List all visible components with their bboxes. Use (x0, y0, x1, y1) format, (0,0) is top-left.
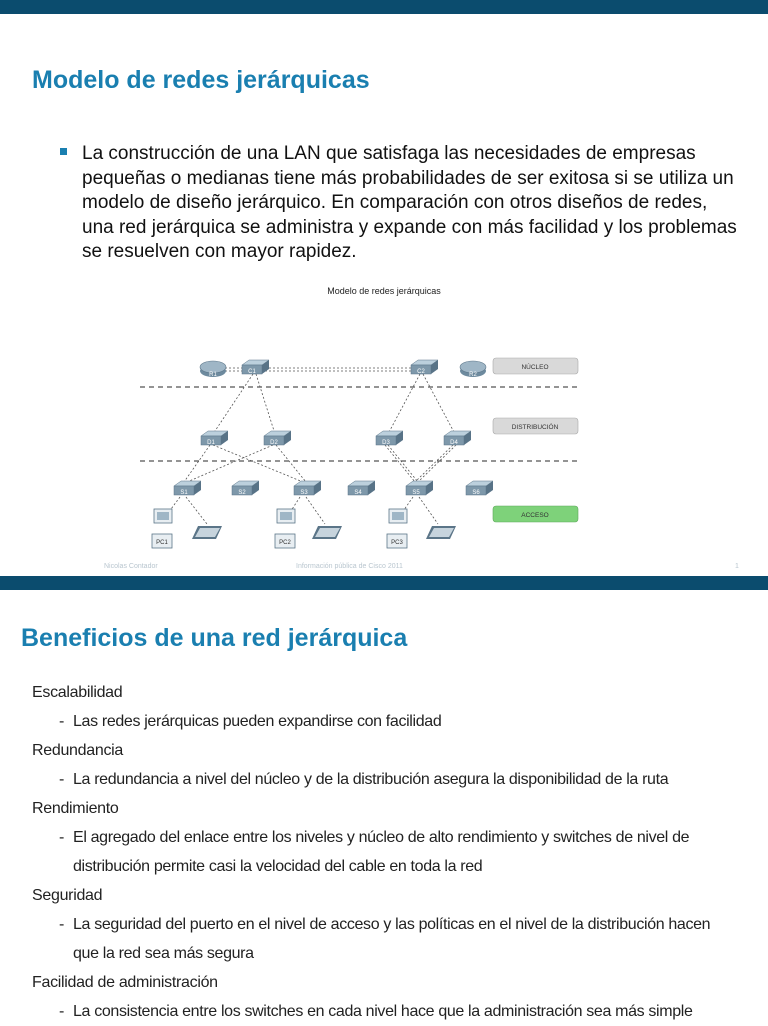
benefit-detail: - La consistencia entre los switches en cada nivel hace que la administración sea más simple (59, 1003, 693, 1020)
access-switch-s1 (174, 481, 201, 496)
pc-2-icon (275, 509, 295, 548)
router-label: R2 (469, 372, 477, 378)
layer-label-core (493, 358, 578, 374)
figure-caption: Modelo de redes jerárquicas (327, 286, 441, 296)
switch-label: D1 (207, 440, 215, 446)
footer-page-number: 1 (735, 563, 739, 570)
pc-3-icon (387, 509, 407, 548)
switch-label: D2 (270, 440, 278, 446)
distribution-switch-d1 (201, 431, 228, 446)
footer-author: Nicolas Contador (104, 563, 158, 570)
router-label: R1 (209, 372, 217, 378)
printer-icon (426, 526, 456, 539)
pc-label: PC3 (391, 540, 403, 546)
switch-label: S1 (180, 490, 188, 496)
distribution-switch-d4 (444, 431, 471, 446)
benefit-detail: - El agregado del enlace entre los niveles y núcleo de alto rendimiento y switches de nivel de (59, 829, 690, 846)
benefit-detail: - Las redes jerárquicas pueden expandirse con facilidad (59, 713, 442, 730)
access-switch-s4 (348, 481, 375, 496)
benefit-detail: - La seguridad del puerto en el nivel de acceso y las políticas en el nivel de la distribución hacen (59, 916, 711, 933)
benefit-heading: Facilidad de administración (32, 974, 218, 991)
benefit-detail-continued: distribución permite casi la velocidad del cable en toda la red (73, 858, 483, 875)
bullet-text: La construcción de una LAN que satisfaga las necesidades de empresas pequeñas o medianas tiene más probabilidades de ser exitosa si se utiliza un modelo de diseño jerárquico. En comparación con otros diseños de redes, una red jerárquica se administra y expande con más facilidad y los problemas se resuelven con mayor rapidez. (82, 143, 737, 262)
bullet-marker (60, 148, 67, 155)
pc-1-icon (152, 509, 172, 548)
switch-label: D3 (382, 440, 390, 446)
slide-title: Beneficios de una red jerárquica (21, 624, 408, 652)
switch-label: C1 (248, 369, 256, 375)
benefit-heading: Redundancia (32, 742, 123, 759)
layer-label-access (493, 506, 578, 522)
top-bar (0, 0, 768, 14)
core-switch-c2 (411, 360, 438, 375)
distribution-switch-d3 (376, 431, 403, 446)
switch-label: S4 (354, 490, 362, 496)
distribution-switch-d2 (264, 431, 291, 446)
switch-label: S6 (472, 490, 480, 496)
switch-label: D4 (450, 440, 458, 446)
printer-icon (312, 526, 342, 539)
svg-text:ACCESO: ACCESO (521, 512, 549, 519)
pc-label: PC1 (156, 540, 168, 546)
benefit-heading: Rendimiento (32, 800, 119, 817)
slide-divider-bar (0, 576, 768, 590)
benefit-detail-continued: que la red sea más segura (73, 945, 254, 962)
svg-text:NÚCLEO: NÚCLEO (521, 364, 549, 371)
access-switch-s6 (466, 481, 493, 496)
svg-text:DISTRIBUCIÓN: DISTRIBUCIÓN (511, 424, 559, 431)
switch-label: S5 (412, 490, 420, 496)
benefit-heading: Seguridad (32, 887, 103, 904)
benefit-heading: Escalabilidad (32, 684, 123, 701)
router-r2 (460, 361, 486, 378)
core-switch-c1 (242, 360, 269, 375)
bullet-item (60, 142, 740, 265)
pc-label: PC2 (279, 540, 291, 546)
switch-label: S2 (238, 490, 246, 496)
slide-2 (0, 590, 768, 1024)
benefits-list (32, 678, 762, 1026)
access-switch-s2 (232, 481, 259, 496)
printer-icon (192, 526, 222, 539)
footer-center: Información pública de Cisco 2011 (296, 563, 403, 570)
access-switch-s5 (406, 481, 433, 496)
switch-label: C2 (417, 369, 425, 375)
benefit-detail: - La redundancia a nivel del núcleo y de la distribución asegura la disponibilidad de la ruta (59, 771, 669, 788)
hierarchical-network-diagram (140, 334, 590, 559)
access-switch-s3 (294, 481, 321, 496)
switch-label: S3 (300, 490, 308, 496)
slide-1 (0, 14, 768, 576)
router-r1 (200, 361, 226, 378)
layer-label-distribution (493, 418, 578, 434)
slide-title: Modelo de redes jerárquicas (32, 66, 370, 94)
